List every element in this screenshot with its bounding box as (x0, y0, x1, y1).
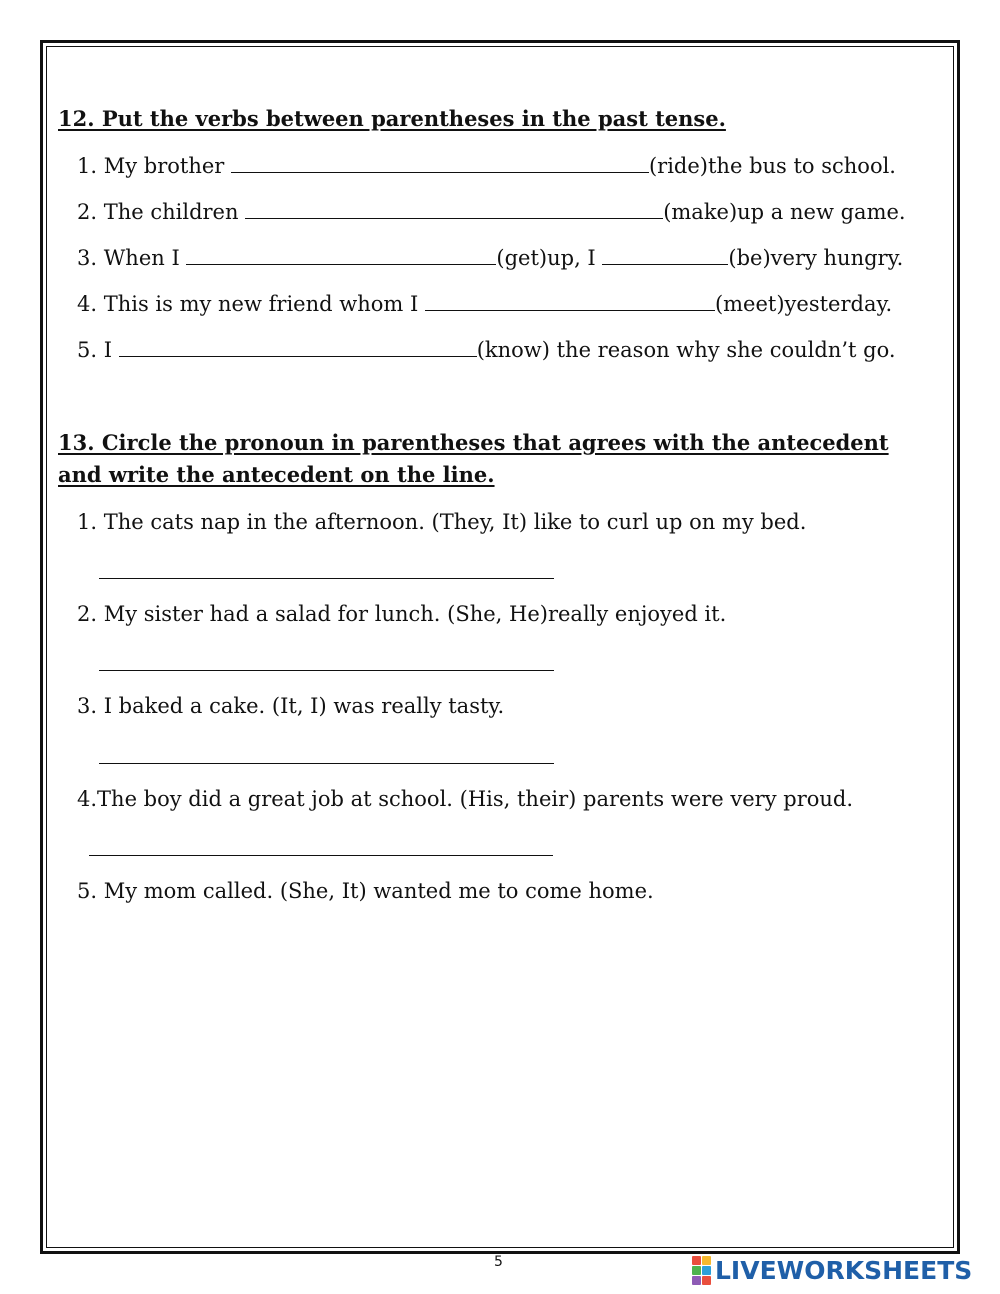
exercise-13-item-4: 4.The boy did a great job at school. (His, their) parents were very proud. (77, 787, 854, 811)
liveworksheets-brand[interactable] (692, 1256, 972, 1284)
item-text: 4. This is my new friend whom I (77, 292, 425, 316)
item-text: (ride)the bus to school. (648, 154, 896, 178)
section-13-heading-line-1: 13. Circle the pronoun in parentheses that agrees with the antecedent (58, 430, 889, 455)
exercise-12-item-1 (77, 153, 896, 179)
item-text: 1. My brother (77, 154, 231, 178)
answer-blank[interactable] (186, 246, 496, 265)
item-text: (meet)yesterday. (714, 292, 893, 316)
answer-blank[interactable] (425, 292, 715, 311)
exercise-13-item-2: 2. My sister had a salad for lunch. (She, He)really enjoyed it. (77, 602, 727, 626)
exercise-12-item-5 (77, 337, 896, 363)
item-text: 5. I (77, 338, 119, 362)
answer-blank[interactable] (245, 200, 663, 219)
answer-blank[interactable] (602, 246, 728, 265)
answer-line[interactable] (99, 670, 554, 671)
item-text: 2. The children (77, 200, 246, 224)
exercise-12-item-2 (77, 199, 906, 225)
answer-line[interactable] (99, 578, 554, 579)
answer-blank[interactable] (231, 154, 649, 173)
item-text: (get)up, I (496, 246, 603, 270)
exercise-13-item-5: 5. My mom called. (She, It) wanted me to come home. (77, 879, 654, 903)
item-text: (be)very hungry. (728, 246, 904, 270)
liveworksheets-logo-icon (692, 1256, 711, 1285)
section-12-heading: 12. Put the verbs between parentheses in the past tense. (58, 106, 726, 131)
item-text: (know) the reason why she couldn’t go. (476, 338, 896, 362)
exercise-13-item-3: 3. I baked a cake. (It, I) was really tasty. (77, 694, 505, 718)
answer-blank[interactable] (119, 338, 477, 357)
brand-name: LIVEWORKSHEETS (715, 1255, 973, 1285)
section-13-heading-line-2: and write the antecedent on the line. (58, 462, 495, 487)
item-text: 3. When I (77, 246, 187, 270)
page-number: 5 (494, 1254, 503, 1270)
exercise-13-item-1: 1. The cats nap in the afternoon. (They, It) like to curl up on my bed. (77, 510, 807, 534)
exercise-12-item-3 (77, 245, 903, 271)
exercise-12-item-4 (77, 291, 892, 317)
page-border-inner (46, 46, 954, 1248)
answer-line[interactable] (99, 763, 554, 764)
item-text: (make)up a new game. (663, 200, 906, 224)
answer-line[interactable] (89, 855, 553, 856)
